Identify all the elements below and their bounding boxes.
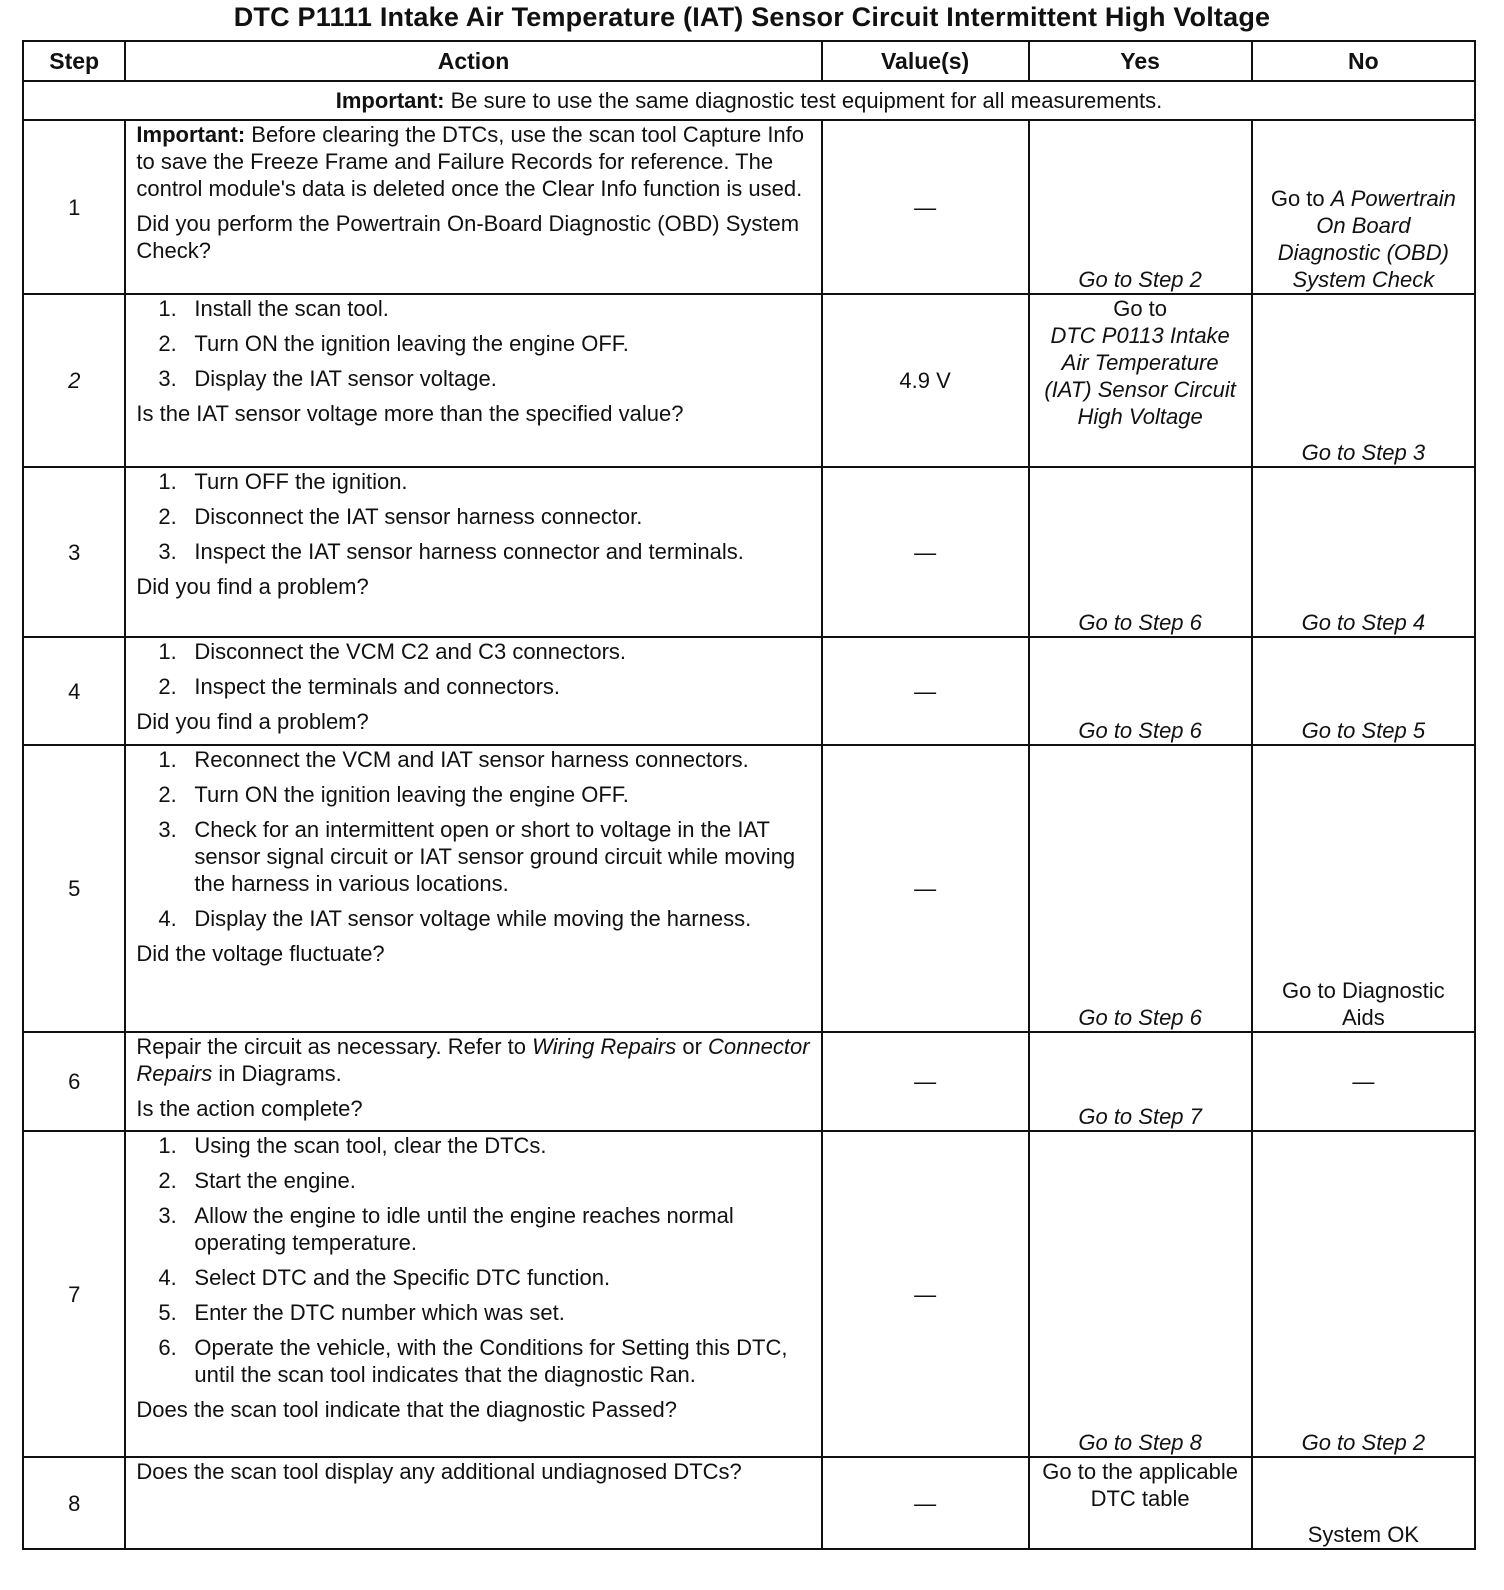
action-cell bbox=[125, 1457, 821, 1549]
value-cell: — bbox=[822, 745, 1029, 1032]
table-row-step-5 bbox=[23, 745, 1475, 1032]
value-cell: — bbox=[822, 637, 1029, 745]
list-item: 3. Display the IAT sensor voltage. bbox=[158, 366, 497, 391]
no-cell: System OK bbox=[1252, 1457, 1475, 1549]
wiring-repairs-link[interactable]: Wiring Repairs bbox=[532, 1034, 677, 1059]
step-question: Does the scan tool indicate that the diagnostic Passed? bbox=[136, 1397, 677, 1422]
step-number: 7 bbox=[23, 1131, 125, 1457]
yes-cell bbox=[1029, 294, 1252, 467]
action-cell bbox=[125, 745, 821, 1032]
yes-link[interactable]: Go to Step 6 bbox=[1029, 467, 1252, 637]
list-item: 2. Inspect the terminals and connectors. bbox=[158, 674, 561, 699]
table-row-step-2 bbox=[23, 294, 1475, 467]
column-header-no: No bbox=[1252, 41, 1475, 81]
step-question: Is the action complete? bbox=[136, 1096, 363, 1121]
step-number: 1 bbox=[23, 120, 125, 294]
important-note-label: Important: bbox=[335, 88, 445, 113]
no-link[interactable]: A Powertrain On Board Diagnostic (OBD) System Check bbox=[1277, 186, 1456, 292]
step-question: Did you perform the Powertrain On-Board Diagnostic (OBD) System Check? bbox=[136, 211, 800, 263]
step-question: Did you find a problem? bbox=[136, 709, 369, 734]
no-cell bbox=[1252, 120, 1475, 294]
step-number: 2 bbox=[23, 294, 125, 467]
value-cell: — bbox=[822, 467, 1029, 637]
action-cell bbox=[125, 1032, 821, 1131]
step-question: Did the voltage fluctuate? bbox=[136, 941, 385, 966]
list-item: 1. Reconnect the VCM and IAT sensor harness connectors. bbox=[158, 747, 749, 772]
list-item: 1. Turn OFF the ignition. bbox=[158, 469, 408, 494]
action-list bbox=[136, 295, 810, 392]
step-number: 4 bbox=[23, 637, 125, 745]
no-link[interactable]: Go to Diagnostic Aids bbox=[1252, 745, 1475, 1032]
list-item: 2. Turn ON the ignition leaving the engine OFF. bbox=[158, 331, 629, 356]
list-item: 6. Operate the vehicle, with the Conditions for Setting this DTC, until the scan tool indicates that the diagnostic Ran. bbox=[158, 1335, 788, 1387]
important-note bbox=[23, 81, 1475, 120]
yes-link[interactable]: Go to Step 8 bbox=[1029, 1131, 1252, 1457]
value-cell: — bbox=[822, 1131, 1029, 1457]
step-number: 5 bbox=[23, 745, 125, 1032]
table-header-row bbox=[23, 41, 1475, 81]
step-number: 8 bbox=[23, 1457, 125, 1549]
diagnostic-table bbox=[22, 40, 1476, 1550]
list-item: 1. Install the scan tool. bbox=[158, 296, 389, 321]
action-cell bbox=[125, 294, 821, 467]
action-list bbox=[136, 468, 810, 565]
column-header-action: Action bbox=[125, 41, 821, 81]
important-note-text: Be sure to use the same diagnostic test equipment for all measurements. bbox=[444, 88, 1163, 113]
action-list bbox=[136, 638, 810, 700]
no-cell: — bbox=[1252, 1032, 1475, 1131]
value-cell: — bbox=[822, 1457, 1029, 1549]
list-item: 4. Display the IAT sensor voltage while moving the harness. bbox=[158, 906, 752, 931]
action-cell bbox=[125, 1131, 821, 1457]
important-note-row bbox=[23, 81, 1475, 120]
table-row-step-3 bbox=[23, 467, 1475, 637]
action-list bbox=[136, 746, 810, 932]
column-header-step: Step bbox=[23, 41, 125, 81]
no-prefix: Go to bbox=[1270, 186, 1331, 211]
list-item: 3. Check for an intermittent open or short to voltage in the IAT sensor signal circuit or IAT sensor ground circuit while moving the harness in various locations. bbox=[158, 817, 796, 896]
list-item: 1. Disconnect the VCM C2 and C3 connectors. bbox=[158, 639, 627, 664]
important-paragraph bbox=[136, 121, 810, 202]
table-row-step-7 bbox=[23, 1131, 1475, 1457]
action-cell bbox=[125, 120, 821, 294]
table-row-step-6 bbox=[23, 1032, 1475, 1131]
no-link[interactable]: Go to Step 5 bbox=[1252, 637, 1475, 745]
yes-link[interactable]: Go to Step 6 bbox=[1029, 745, 1252, 1032]
no-link[interactable]: Go to Step 3 bbox=[1252, 294, 1475, 467]
important-text: Before clearing the DTCs, use the scan tool Capture Info to save the Freeze Frame and Failure Records for reference. The control module's data is deleted once the Clear Info function is used. bbox=[136, 122, 805, 201]
yes-prefix: Go to bbox=[1113, 296, 1168, 321]
action-list bbox=[136, 1132, 810, 1388]
table-row-step-4 bbox=[23, 637, 1475, 745]
list-item: 3. Allow the engine to idle until the engine reaches normal operating temperature. bbox=[158, 1203, 734, 1255]
step-question: Does the scan tool display any additional undiagnosed DTCs? bbox=[136, 1459, 742, 1484]
yes-link[interactable]: Go to Step 6 bbox=[1029, 637, 1252, 745]
important-label: Important: bbox=[136, 122, 246, 147]
yes-link[interactable]: Go to Step 7 bbox=[1029, 1032, 1252, 1131]
list-item: 4. Select DTC and the Specific DTC function. bbox=[158, 1265, 611, 1290]
no-link[interactable]: Go to Step 4 bbox=[1252, 467, 1475, 637]
list-item: 2. Disconnect the IAT sensor harness connector. bbox=[158, 504, 643, 529]
list-item: 5. Enter the DTC number which was set. bbox=[158, 1300, 565, 1325]
list-item: 2. Turn ON the ignition leaving the engine OFF. bbox=[158, 782, 629, 807]
list-item: 1. Using the scan tool, clear the DTCs. bbox=[158, 1133, 547, 1158]
table-row-step-8 bbox=[23, 1457, 1475, 1549]
step-question: Did you find a problem? bbox=[136, 574, 369, 599]
no-link[interactable]: Go to Step 2 bbox=[1252, 1131, 1475, 1457]
list-item: 2. Start the engine. bbox=[158, 1168, 356, 1193]
table-row-step-1 bbox=[23, 120, 1475, 294]
action-cell bbox=[125, 467, 821, 637]
connector-repairs-link[interactable]: Connector Repairs bbox=[136, 1034, 810, 1086]
page-title: DTC P1111 Intake Air Temperature (IAT) Sensor Circuit Intermittent High Voltage bbox=[233, 2, 1271, 32]
column-header-values: Value(s) bbox=[822, 41, 1029, 81]
list-item: 3. Inspect the IAT sensor harness connector and terminals. bbox=[158, 539, 744, 564]
repair-instruction: Repair the circuit as necessary. Refer to Wiring Repairs or Connector Repairs in Diagrams. bbox=[136, 1034, 810, 1086]
action-cell bbox=[125, 637, 821, 745]
column-header-yes: Yes bbox=[1029, 41, 1252, 81]
value-cell: — bbox=[822, 1032, 1029, 1131]
value-cell: — bbox=[822, 120, 1029, 294]
step-number: 6 bbox=[23, 1032, 125, 1131]
yes-link[interactable]: DTC P0113 Intake Air Temperature (IAT) Sensor Circuit High Voltage bbox=[1044, 323, 1236, 429]
step-question: Is the IAT sensor voltage more than the specified value? bbox=[136, 401, 684, 426]
value-cell: 4.9 V bbox=[822, 294, 1029, 467]
step-number: 3 bbox=[23, 467, 125, 637]
yes-link[interactable]: Go to the applicable DTC table bbox=[1029, 1457, 1252, 1549]
yes-link[interactable]: Go to Step 2 bbox=[1029, 120, 1252, 294]
